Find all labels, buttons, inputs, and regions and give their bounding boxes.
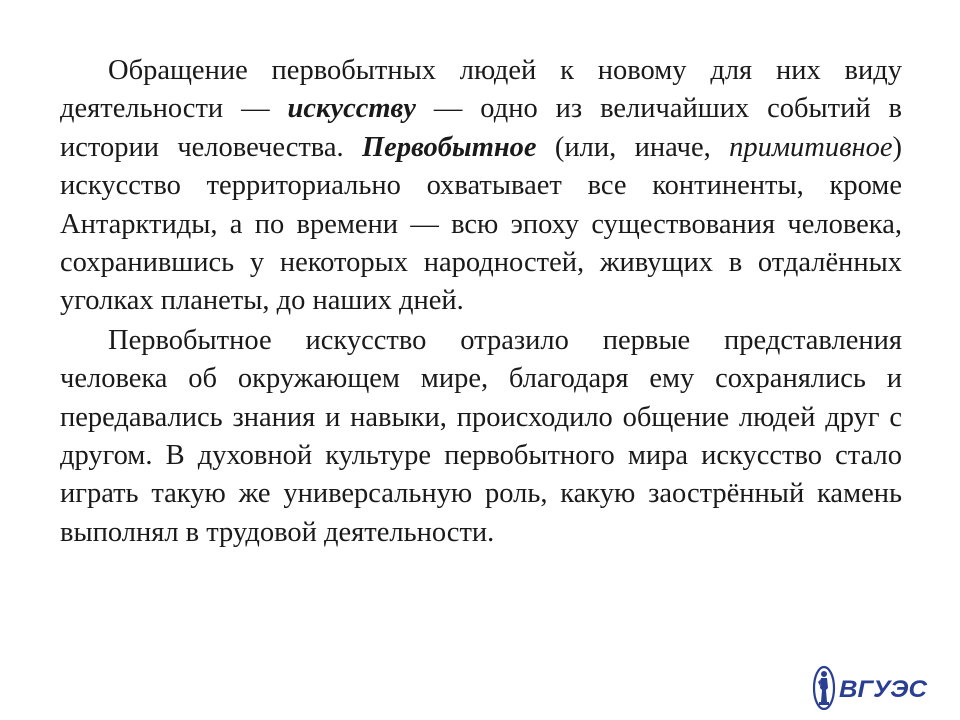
paragraph-1-part-3: (или, иначе,: [536, 131, 730, 163]
statue-emblem-icon: [814, 667, 834, 709]
slide-text: [60, 52, 902, 552]
paragraph-1-part-4: ) искусство территориально охватывает все континенты, кроме Антарктиды, а по времени — всю эпоху существования человека, сохранившись у некоторых народностей, живущих в отдалённых уголках планеты, до наших дней.: [60, 131, 902, 317]
paragraph-2: Первобытное искусство отразило первые представления человека об окружающем мире, благодаря ему сохранялись и передавались знания и навыки, происходило общение людей друг с другом. В духовной культуре первобытного мира искусство стало играть такую же универсальную роль, какую заострённый камень выполнял в трудовой деятельности.: [60, 324, 902, 548]
paragraph-1-part-1: Обращение первобытных людей к новому для них виду деятельности —: [60, 55, 902, 125]
university-logo: [812, 664, 930, 710]
paragraph-1-part-2: — одно из величайших событий в истории человечества.: [60, 93, 902, 163]
paragraph-1: [60, 52, 902, 321]
term-primeval: Первобытное: [362, 131, 537, 163]
logo-text: ВГУЭС: [839, 676, 928, 703]
term-primitive: примитивное: [729, 131, 893, 163]
term-art: искусству: [287, 93, 416, 125]
